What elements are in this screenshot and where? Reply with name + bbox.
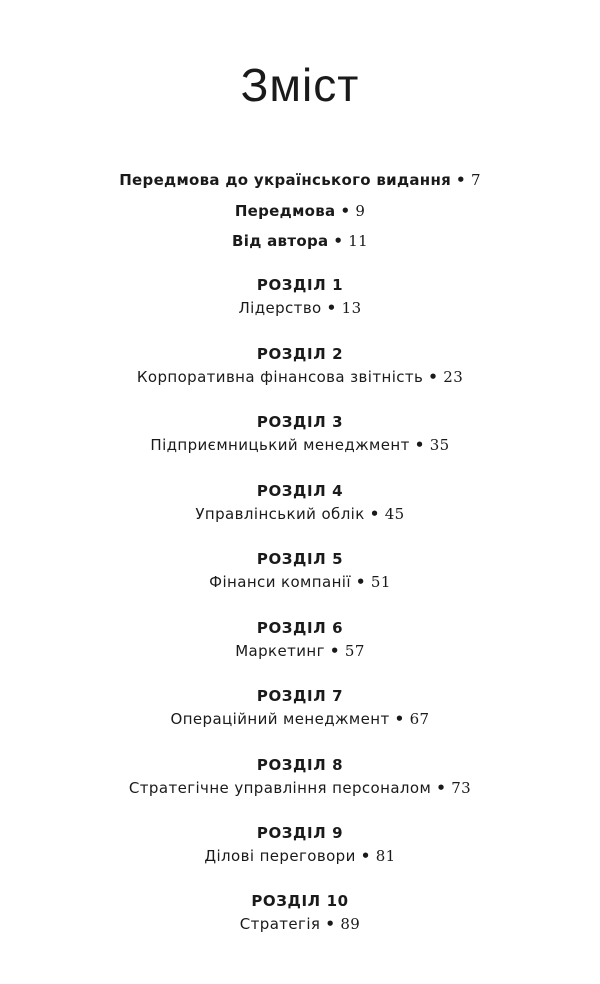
chapter-heading: РОЗДІЛ 5	[256, 550, 344, 568]
page-number: 9	[355, 202, 366, 220]
chapter-title: Маркетинг	[235, 642, 325, 660]
chapter-heading: РОЗДІЛ 8	[256, 756, 344, 774]
bullet-separator: •	[355, 573, 366, 591]
chapter-title: Стратегічне управління персоналом	[128, 779, 432, 797]
chapter-heading: РОЗДІЛ 4	[256, 482, 344, 500]
page-number: 73	[451, 779, 472, 797]
toc-entry-front-1[interactable]	[0, 170, 600, 190]
page-number: 57	[344, 642, 365, 660]
page-number: 13	[341, 299, 362, 317]
bullet-separator: •	[414, 436, 425, 454]
toc-entry-chapter-1[interactable]	[0, 298, 600, 318]
bullet-separator: •	[340, 202, 351, 220]
page-title: Зміст	[240, 59, 360, 111]
bullet-separator: •	[436, 779, 447, 797]
toc-entry-chapter-10[interactable]	[0, 914, 600, 934]
toc-entry-chapter-7[interactable]	[0, 709, 600, 729]
bullet-separator: •	[329, 642, 340, 660]
toc-entry-chapter-2[interactable]	[0, 367, 600, 387]
entry-label: Від автора	[232, 232, 329, 250]
chapter-title: Корпоративна фінансова звітність	[136, 368, 424, 386]
bullet-separator: •	[428, 368, 439, 386]
bullet-separator: •	[456, 171, 466, 189]
chapter-heading: РОЗДІЛ 6	[256, 619, 344, 637]
page-number: 89	[340, 915, 361, 933]
bullet-separator: •	[394, 710, 405, 728]
entry-label: Передмова	[234, 202, 336, 220]
chapter-title: Ділові переговори	[204, 847, 356, 865]
toc-entry-front-2[interactable]	[0, 201, 600, 221]
page-number: 11	[348, 232, 368, 250]
chapter-title: Фінанси компанії	[209, 573, 351, 591]
page-number: 51	[370, 573, 391, 591]
toc-entry-chapter-5[interactable]	[0, 572, 600, 592]
page-number: 45	[384, 505, 405, 523]
bullet-separator: •	[326, 299, 337, 317]
chapter-title: Стратегія	[239, 915, 321, 933]
toc-entry-chapter-9[interactable]	[0, 846, 600, 866]
chapter-heading: РОЗДІЛ 1	[256, 276, 344, 294]
page-number: 67	[409, 710, 430, 728]
page-number: 81	[375, 847, 396, 865]
chapter-heading: РОЗДІЛ 3	[256, 413, 344, 431]
chapter-heading: РОЗДІЛ 10	[251, 892, 349, 910]
chapter-title: Операційний менеджмент	[170, 710, 390, 728]
chapter-heading: РОЗДІЛ 2	[256, 345, 344, 363]
toc-entry-chapter-6[interactable]	[0, 641, 600, 661]
entry-label: Передмова до українського видання	[119, 171, 452, 189]
chapter-title: Лідерство	[238, 299, 322, 317]
toc-entry-chapter-4[interactable]	[0, 504, 600, 524]
chapter-heading: РОЗДІЛ 7	[256, 687, 344, 705]
page-number: 35	[429, 436, 450, 454]
bullet-separator: •	[333, 232, 344, 250]
toc-entry-chapter-8[interactable]	[0, 778, 600, 798]
page-number: 23	[443, 368, 464, 386]
toc-entry-chapter-3[interactable]	[0, 435, 600, 455]
bullet-separator: •	[325, 915, 336, 933]
chapter-heading: РОЗДІЛ 9	[256, 824, 344, 842]
chapter-title: Управлінський облік	[195, 505, 365, 523]
toc-entry-front-3[interactable]	[0, 231, 600, 251]
bullet-separator: •	[360, 847, 371, 865]
page-number: 7	[470, 171, 481, 189]
chapter-title: Підприємницький менеджмент	[150, 436, 410, 454]
bullet-separator: •	[369, 505, 380, 523]
